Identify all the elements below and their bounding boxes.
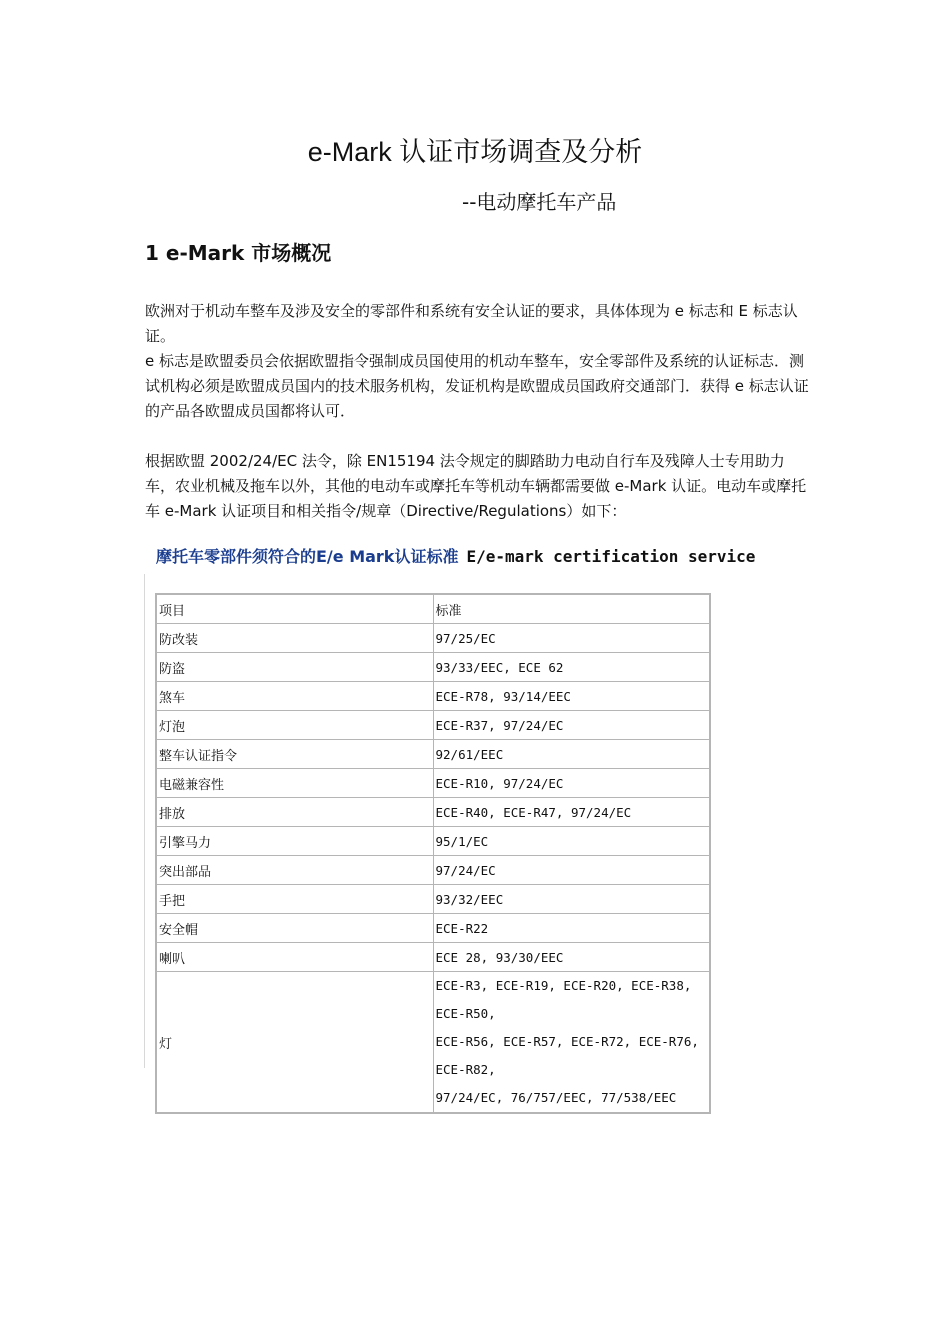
standard-line: 97/24/EC, 76/757/EEC, 77/538/EEC	[435, 1090, 677, 1105]
standard-cell	[433, 972, 710, 1114]
standard-cell: ECE-R40, ECE-R47, 97/24/EC	[433, 798, 710, 827]
standards-table	[155, 593, 711, 1114]
item-cell: 突出部品	[156, 856, 433, 885]
standard-cell: ECE-R22	[433, 914, 710, 943]
standard-cell: ECE 28, 93/30/EEC	[433, 943, 710, 972]
table-header-row	[156, 594, 710, 624]
standard-cell: 93/33/EEC, ECE 62	[433, 653, 710, 682]
table-caption	[156, 544, 755, 567]
table-row	[156, 653, 710, 682]
section-heading: 1 e-Mark 市场概况	[145, 241, 332, 265]
item-cell: 电磁兼容性	[156, 769, 433, 798]
standard-cell: 95/1/EC	[433, 827, 710, 856]
standard-cell: 93/32/EEC	[433, 885, 710, 914]
item-cell: 防改装	[156, 624, 433, 653]
item-cell: 整车认证指令	[156, 740, 433, 769]
table-row	[156, 682, 710, 711]
item-cell: 防盗	[156, 653, 433, 682]
table-row	[156, 740, 710, 769]
standard-line: ECE-R56, ECE-R57, ECE-R72, ECE-R76, ECE-R82,	[435, 1034, 699, 1077]
table-row	[156, 856, 710, 885]
standard-cell: 97/24/EC	[433, 856, 710, 885]
standard-cell: ECE-R10, 97/24/EC	[433, 769, 710, 798]
table-row	[156, 798, 710, 827]
table-row	[156, 972, 710, 1114]
header-standard-cell: 标准	[433, 594, 710, 624]
table-row	[156, 711, 710, 740]
table-caption-en: E/e-mark certification service	[466, 547, 756, 566]
table-row	[156, 914, 710, 943]
document-subtitle: --电动摩托车产品	[462, 190, 617, 214]
standard-cell: ECE-R78, 93/14/EEC	[433, 682, 710, 711]
item-cell: 喇叭	[156, 943, 433, 972]
standard-cell: ECE-R37, 97/24/EC	[433, 711, 710, 740]
item-cell: 灯	[156, 972, 433, 1114]
item-cell: 灯泡	[156, 711, 433, 740]
table-row	[156, 885, 710, 914]
item-cell: 煞车	[156, 682, 433, 711]
item-cell: 手把	[156, 885, 433, 914]
item-cell: 排放	[156, 798, 433, 827]
document-title: e-Mark 认证市场调查及分析	[307, 137, 643, 167]
table-row	[156, 827, 710, 856]
table-caption-cn: 摩托车零部件须符合的E/e Mark认证标准	[156, 547, 459, 566]
left-divider	[144, 574, 145, 1068]
item-cell: 安全帽	[156, 914, 433, 943]
table-row	[156, 943, 710, 972]
standard-cell: 97/25/EC	[433, 624, 710, 653]
item-cell: 引擎马力	[156, 827, 433, 856]
table-row	[156, 769, 710, 798]
standard-line: ECE-R3, ECE-R19, ECE-R20, ECE-R38, ECE-R50,	[435, 978, 692, 1021]
paragraph-regulation: 根据欧盟 2002/24/EC 法令，除 EN15194 法令规定的脚踏助力电动自行车及残障人士专用助力车，农业机械及拖车以外，其他的电动车或摩托车等机动车辆都需要做 e-Mark 认证。电动车或摩托车 e-Mark 认证项目和相关指令/规章（Directive/Regulations）如下：	[145, 452, 807, 520]
table-row	[156, 624, 710, 653]
paragraph-intro: 欧洲对于机动车整车及涉及安全的零部件和系统有安全认证的要求，具体体现为 e 标志和 E 标志认证。	[145, 302, 798, 345]
standard-cell: 92/61/EEC	[433, 740, 710, 769]
paragraph-e-mark-definition: e 标志是欧盟委员会依据欧盟指令强制成员国使用的机动车整车，安全零部件及系统的认证标志．测试机构必须是欧盟成员国内的技术服务机构，发证机构是欧盟成员国政府交通部门．获得 e 标志认证的产品各欧盟成员国都将认可．	[145, 352, 809, 420]
header-item-cell: 项目	[156, 594, 433, 624]
